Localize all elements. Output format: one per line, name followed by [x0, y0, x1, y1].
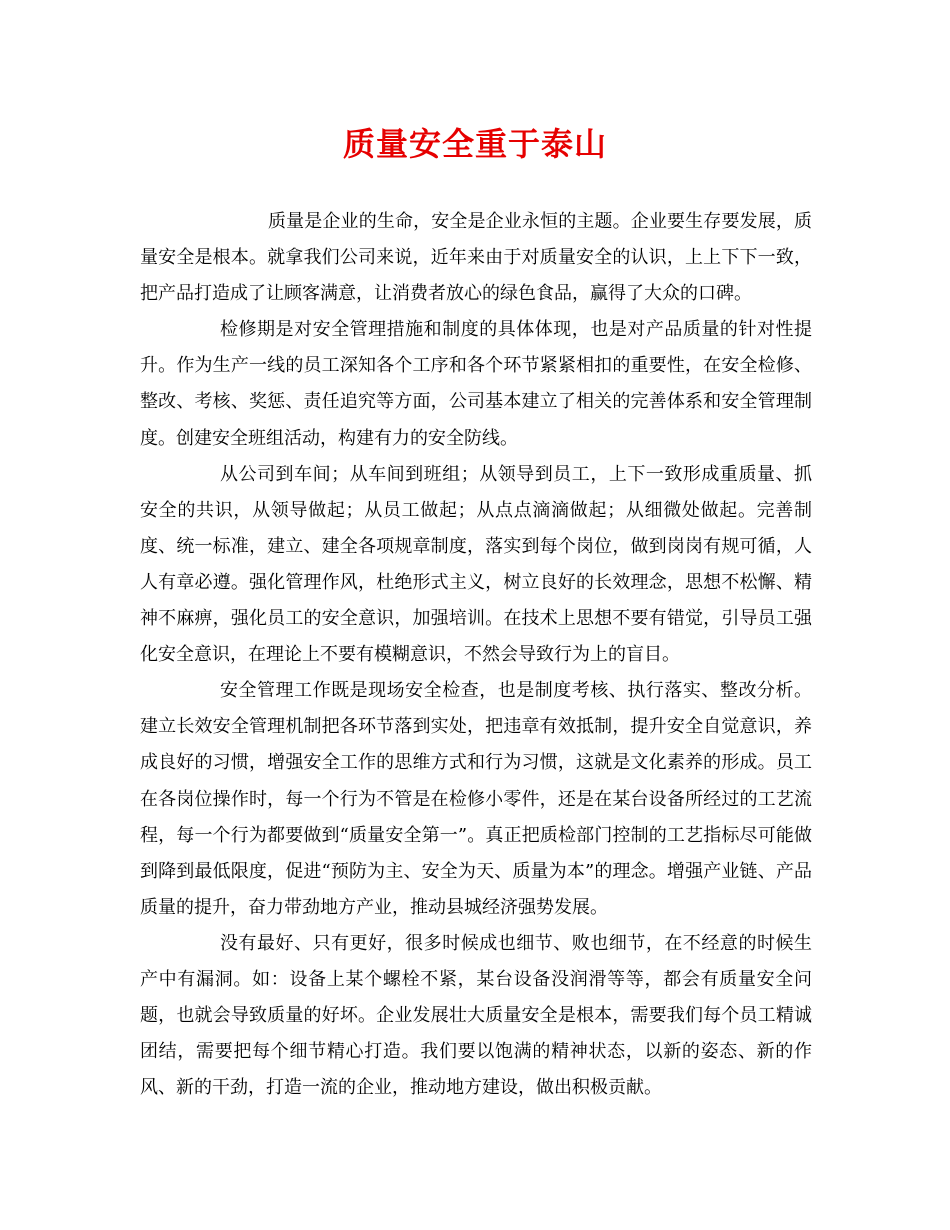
paragraph-4: 安全管理工作既是现场安全检查，也是制度考核、执行落实、整改分析。建立长效安全管理机制把各环节落到实处，把违章有效抵制，提升安全自觉意识，养成良好的习惯，增强安全工作的思维方式和行为习惯，这就是文化素养的形成。员工在各岗位操作时，每一个行为不管是在检修小零件，还是在某台设备所经过的工艺流程，每一个行为都要做到“质量安全第一”。真正把质检部门控制的工艺指标尽可能做到降到最低限度，促进“预防为主、安全为天、质量为本”的理念。增强产业链、产品质量的提升，奋力带劲地方产业，推动县城经济强势发展。: [140, 680, 812, 918]
paragraph-3: 从公司到车间；从车间到班组；从领导到员工，上下一致形成重质量、抓安全的共识，从领导做起；从员工做起；从点点滴滴做起；从细微处做起。完善制度、统一标准，建立、建全各项规章制度，落实到每个岗位，做到岗岗有规可循，人人有章必遵。强化管理作风，杜绝形式主义，树立良好的长效理念，思想不松懈、精神不麻痹，强化员工的安全意识，加强培训。在技术上思想不要有错觉，引导员工强化安全意识，在理论上不要有模糊意识，不然会导致行为上的盲目。: [140, 463, 812, 666]
paragraph-5: 没有最好、只有更好，很多时候成也细节、败也细节，在不经意的时候生产中有漏洞。如：设备上某个螺栓不紧，某台设备没润滑等等，都会有质量安全问题，也就会导致质量的好坏。企业发展壮大质量安全是根本，需要我们每个员工精诚团结，需要把每个细节精心打造。我们要以饱满的精神状态，以新的姿态、新的作风、新的干劲，打造一流的企业，推动地方建设，做出积极贡献。: [140, 932, 812, 1099]
paragraph-1: 质量是企业的生命，安全是企业永恒的主题。企业要生存要发展，质量安全是根本。就拿我们公司来说，近年来由于对质量安全的认识，上上下下一致，把产品打造成了让顾客满意，让消费者放心的绿色食品，赢得了大众的口碑。: [140, 211, 812, 305]
document-body: [140, 204, 812, 1106]
paragraph-2: 检修期是对安全管理措施和制度的具体体现，也是对产品质量的针对性提升。作为生产一线的员工深知各个工序和各个环节紧紧相扣的重要性，在安全检修、整改、考核、奖惩、责任追究等方面，公司基本建立了相关的完善体系和安全管理制度。创建安全班组活动，构建有力的安全防线。: [140, 319, 812, 449]
document-title: 质量安全重于泰山: [342, 125, 607, 163]
